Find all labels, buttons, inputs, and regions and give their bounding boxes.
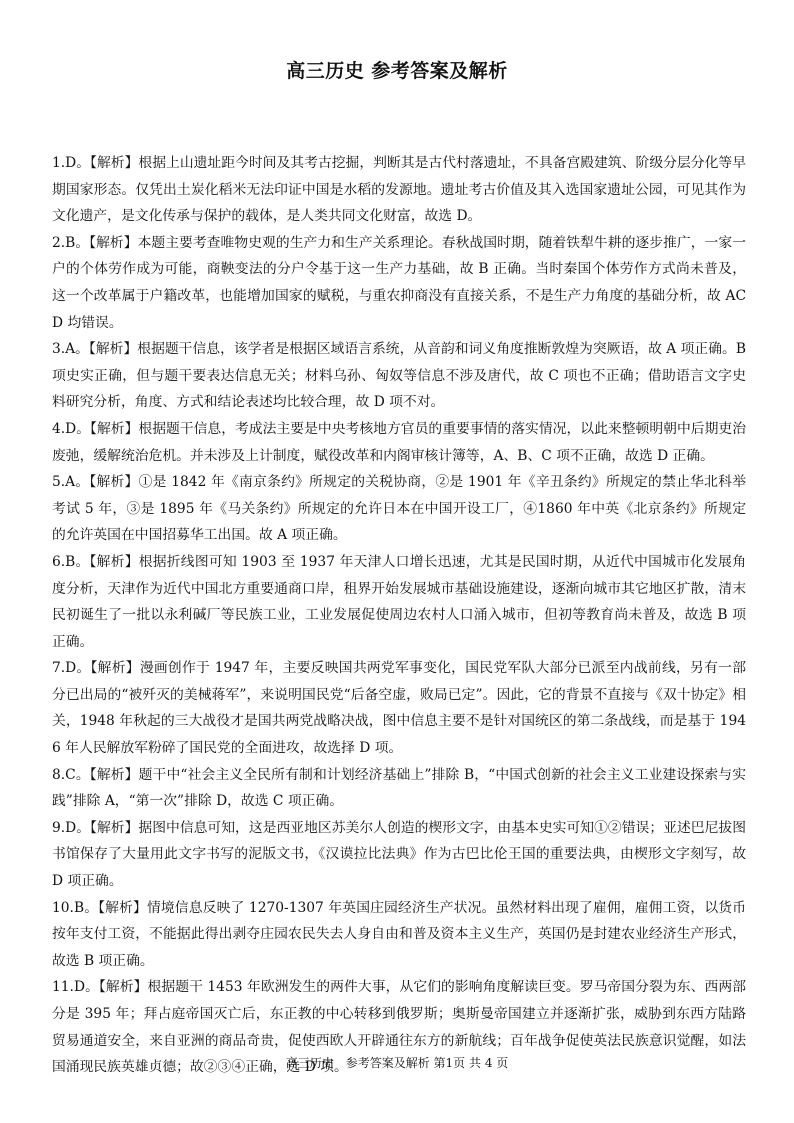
answer-item-5: 5.A。【解析】①是 1842 年《南京条约》所规定的关税协商，②是 1901 年《辛丑条约》所规定的禁止华北科举考试 5 年，③是 1895 年《马关条约》所规定的允许日本在中国开设工厂，④1860 年中英《北京条约》所规定的允许英国在中国招募华工出国。故 A 项正确。 — [52, 474, 746, 544]
answer-list — [52, 150, 746, 1081]
answer-item-10: 10.B。【解析】情境信息反映了 1270-1307 年英国庄园经济生产状况。虽然材料出现了雇佣，雇佣工资，以货币按年支付工资，不能据此得出剥夺庄园农民失去人身自由和普及资本主义生产，英国仍是封建农业经济生产形式，故选 B 项正确。 — [52, 899, 746, 969]
answer-item-6: 6.B。【解析】根据折线图可知 1903 至 1937 年天津人口增长迅速，尤其是民国时期，从近代中国城市化发展角度分析，天津作为近代中国北方重要通商口岸，租界开始发展城市基础设施建设，逐渐向城市其它地区扩散，清末民初诞生了一批以永利碱厂等民族工业，工业发展促使周边农村人口涌入城市，但初等教育尚未普及，故选 B 项正确。 — [52, 553, 746, 650]
answer-item-8: 8.C。【解析】题干中“社会主义全民所有制和计划经济基础上”排除 B，“中国式创新的社会主义工业建设探索与实践”排除 A，“第一次”排除 D，故选 C 项正确。 — [52, 766, 746, 810]
answer-item-3: 3.A。【解析】根据题干信息，该学者是根据区域语言系统，从音韵和词义角度推断敦煌为突厥语，故 A 项正确。B 项史实正确，但与题干要表达信息无关；材料乌孙、匈奴等信息不涉及唐代，故 C 项也不正确；借助语言文字史料研究分析，角度、方式和结论表述均比较合理，故 D 项不对。 — [52, 341, 746, 411]
answer-item-2: 2.B。【解析】本题主要考查唯物史观的生产力和生产关系理论。春秋战国时期，随着铁犁牛耕的逐步推广，一家一户的个体劳作成为可能，商鞅变法的分户令基于这一生产力基础，故 B 正确。当时秦国个体劳作方式尚未普及，这一个改革属于户籍改革，也能增加国家的赋税，与重农抑商没有直接关系，不是生产力角度的基础分析，故 ACD 均错误。 — [52, 234, 746, 331]
answer-item-1: 1.D。【解析】根据上山遗址距今时间及其考古挖掘，判断其是古代村落遗址，不具备宫殿建筑、阶级分层分化等早期国家形态。仅凭出土炭化稻米无法印证中国是水稻的发源地。遗址考古价值及其入选国家遗址公园，可见其作为文化遗产，是文化传承与保护的载体，是人类共同文化财富，故选 D。 — [52, 155, 746, 225]
page-title: 高三历史 参考答案及解析 — [286, 60, 508, 82]
answer-item-9: 9.D。【解析】据图中信息可知，这是西亚地区苏美尔人创造的楔形文字，由基本史实可知①②错误；亚述巴尼拔图书馆保存了大量用此文字书写的泥版文书，《汉谟拉比法典》作为古巴比伦王国的重要法典，由楔形文字刻写，故 D 项正确。 — [52, 819, 746, 890]
answer-item-7: 7.D。【解析】漫画创作于 1947 年，主要反映国共两党军事变化，国民党军队大部分已派至内战前线，另有一部分已出局的“被歼灭的美械蒋军”，来说明国民党“后备空虚，败局已定”。因此，它的背景不直接与《双十协定》相关，1948 年秋起的三大战役才是国共两党战略决战，图中信息主要不是针对国统区的第二条战线，而是基于 1946 年人民解放军粉碎了国民党的全面进攻，故选择 D 项。 — [52, 660, 746, 757]
answer-item-11: 11.D。【解析】根据题干 1453 年欧洲发生的两件大事，从它们的影响角度解读巨变。罗马帝国分裂为东、西两部分是 395 年；拜占庭帝国灭亡后，东正教的中心转移到俄罗斯；奥斯曼帝国建立并逐渐扩张，威胁到东西方陆路贸易通道安全，来自亚洲的商品奇贵，促使西欧人开辟通往东方的新航线；百年战争促使英法民族意识觉醒，如法国涌现民族英雄贞德；故②③④正确，选 D 项。 — [52, 979, 746, 1076]
page-footer: 高三历史 参考答案及解析 第1页 共 4 页 — [285, 1056, 509, 1070]
answer-item-4: 4.D。【解析】根据题干信息，考成法主要是中央考核地方官员的重要事情的落实情况，以此来整顿明朝中后期吏治废弛，缓解统治危机。并未涉及上计制度，赋役改革和内阁审核计簿等，A、B、C 项不正确，故选 D 正确。 — [52, 420, 746, 464]
